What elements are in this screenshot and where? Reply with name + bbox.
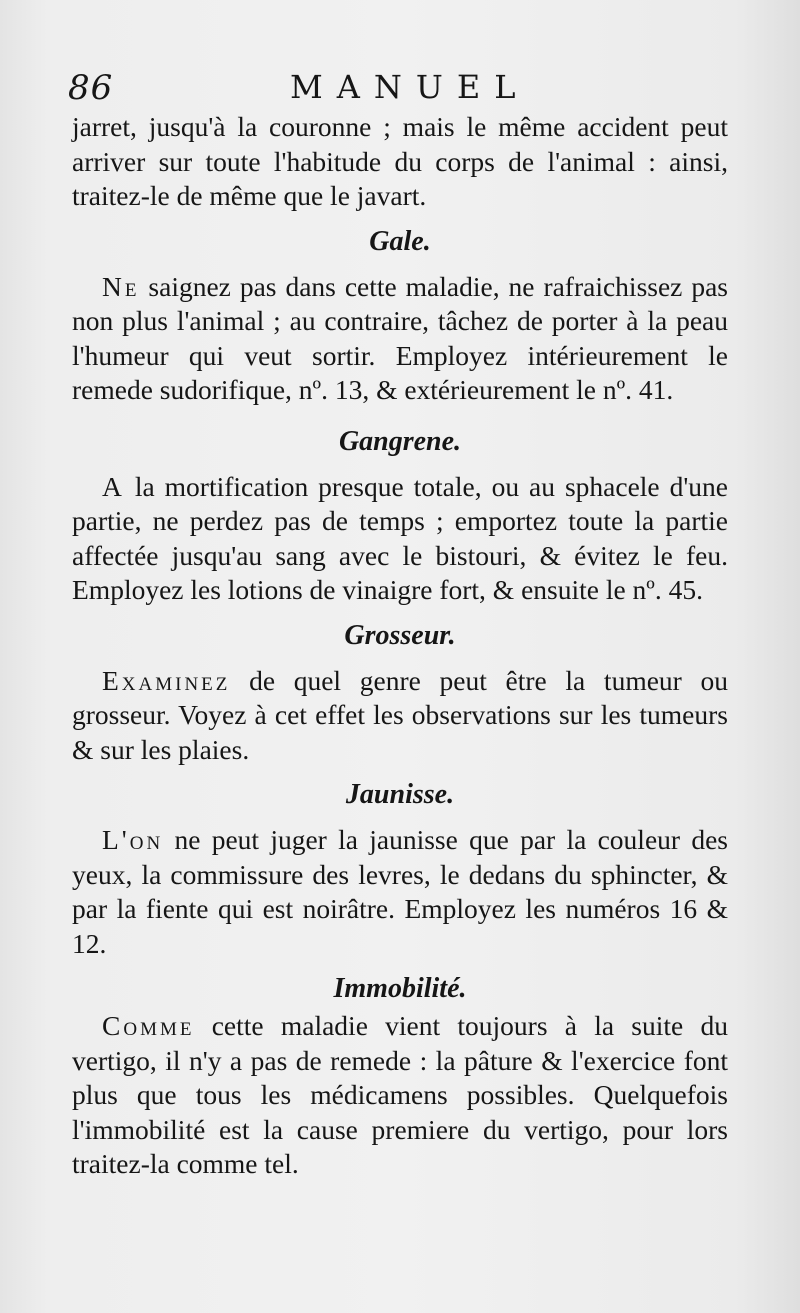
entry-lead-word: Ne	[102, 270, 140, 302]
entry-paragraph-gale	[72, 270, 728, 408]
entry-title-immobilite: Immobilité.	[333, 973, 467, 1004]
entry-lead-word: Comme	[102, 1010, 195, 1041]
entry-lead-word: L'on	[102, 824, 164, 855]
intro-paragraph: jarret, jusqu'à la couronne ; mais le même accident peut arriver sur toute l'habitude du corps de l'animal : ainsi, traitez-le de même que le javart.	[72, 111, 728, 211]
entry-paragraph-jaunisse	[72, 823, 728, 961]
entry-paragraph-gangrene	[72, 470, 728, 608]
entry-title-gangrene: Gangrene.	[338, 425, 462, 457]
page-body	[72, 110, 728, 1182]
entry-text: ne peut juger la jaunisse que par la couleur des yeux, la commissure des levres, le dedans du sphincter, & par la fiente qui est noirâtre. Employez les numéros 16 & 12.	[72, 824, 728, 959]
entry-title-grosseur: Grosseur.	[344, 619, 456, 651]
entry-paragraph-immobilite	[72, 1009, 728, 1182]
entry-title-jaunisse: Jaunisse.	[345, 779, 455, 810]
entry-title-gale: Gale.	[369, 225, 431, 257]
running-title: MANUEL	[290, 68, 530, 106]
entry-text: cette maladie vient toujours à la suite du vertigo, il n'y a pas de remede : la pâture & l'exercice font plus que tous les médicamens possibles. Quelquefois l'immobilité est la cause premiere du vertigo, pour lors traitez-la comme tel.	[72, 1010, 728, 1179]
entry-lead-word: Examinez	[102, 664, 231, 696]
page-header	[68, 62, 748, 112]
entry-text: de quel genre peut être la tumeur ou grosseur. Voyez à cet effet les observations sur les tumeurs & sur les plaies.	[72, 664, 728, 765]
entry-text: saignez pas dans cette maladie, ne rafraichissez pas non plus l'animal ; au contraire, tâchez de porter à la peau l'humeur qui veut sortir. Employez intérieurement le remede sudorifique, nº. 13, & extérieurement le nº. 41.	[72, 270, 728, 405]
entry-paragraph-grosseur	[72, 664, 728, 768]
entry-lead-word: A	[102, 470, 125, 502]
page-number: 86	[68, 68, 114, 108]
entry-text: la mortification presque totale, ou au sphacele d'une partie, ne perdez pas de temps ; emportez toute la partie affectée jusqu'au sang avec le bistouri, & évitez le feu. Employez les lotions de vinaigre fort, & ensuite le nº. 45.	[72, 470, 728, 605]
